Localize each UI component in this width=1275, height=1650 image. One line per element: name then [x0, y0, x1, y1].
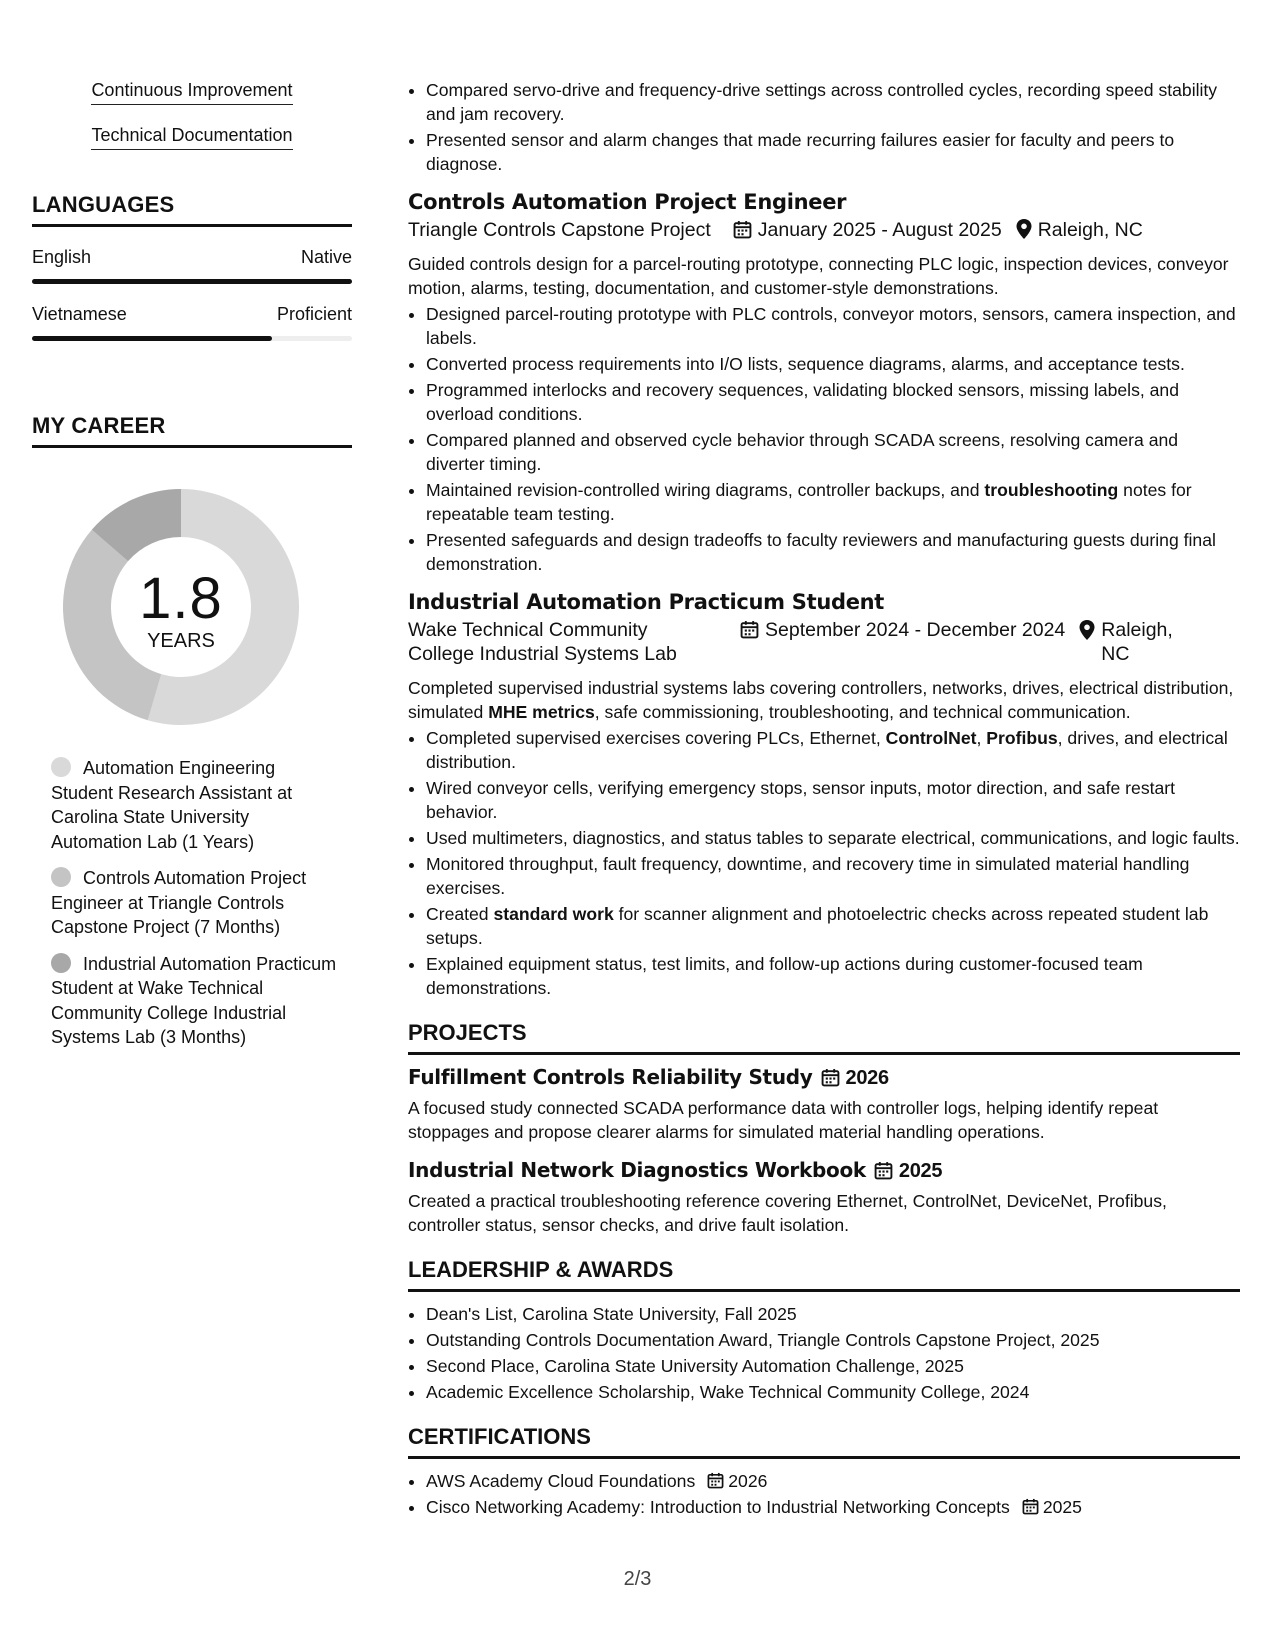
career-legend-item — [51, 866, 341, 940]
job-org: Wake Technical Community College Industrial Systems Lab — [408, 619, 677, 665]
legend-label: Industrial Automation Practicum Student at Wake Technical Community College Industrial Systems Lab (3 Months) — [51, 953, 337, 1047]
projects-heading: PROJECTS — [408, 1020, 1240, 1055]
certifications-heading: CERTIFICATIONS — [408, 1424, 1240, 1459]
certification-year: 2025 — [1042, 1497, 1082, 1517]
bullet-item: • Compared servo-drive and frequency-drive settings across controlled cycles, recording speed stability and jam recovery. — [426, 78, 1240, 126]
certifications-section — [408, 1424, 1240, 1519]
bullet-item: • Explained equipment status, test limits, and follow-up actions during customer-focused team demonstrations. — [426, 952, 1240, 1000]
bullet-item: • Maintained revision-controlled wiring diagrams, controller backups, and troubleshooting notes for repeatable team testing. — [426, 478, 1240, 526]
skill-item: Continuous Improvement — [91, 78, 292, 105]
job-location: Raleigh, NC — [1101, 619, 1173, 665]
skills-list — [32, 78, 352, 168]
career-legend — [32, 756, 341, 1050]
project-description: Created a practical troubleshooting reference covering Ethernet, ControlNet, DeviceNet, Profibus, controller status, sensor checks, and drive fault isolation. — [408, 1191, 1167, 1235]
legend-label: Controls Automation Project Engineer at Triangle Controls Capstone Project (7 Months) — [51, 868, 307, 937]
job-meta — [408, 218, 1240, 242]
language-name: Vietnamese — [32, 304, 127, 324]
career-section — [32, 413, 352, 1050]
calendar-icon — [874, 1161, 893, 1180]
calendar-icon — [740, 620, 759, 639]
left-column — [32, 78, 352, 1062]
language-name: English — [32, 247, 92, 267]
bullet-item: • Used multimeters, diagnostics, and status tables to separate electrical, communications, and logic faults. — [426, 826, 1240, 850]
project-item — [408, 1158, 1240, 1237]
career-unit: YEARS — [147, 630, 215, 652]
legend-dot — [51, 757, 71, 777]
bullet-item: • Converted process requirements into I/O lists, sequence diagrams, alarms, and acceptance tests. — [426, 352, 1240, 376]
job-bullets — [408, 726, 1240, 1000]
certification-year: 2026 — [728, 1471, 768, 1491]
job-location: Raleigh, NC — [1037, 219, 1143, 241]
career-legend-item — [51, 756, 341, 854]
job-summary: Guided controls design for a parcel-routing prototype, connecting PLC logic, inspection devices, conveyor motion, alarms, testing, documentation, and customer-style demonstrations. — [408, 254, 1229, 298]
career-legend-item — [51, 952, 341, 1050]
job-org: Triangle Controls Capstone Project — [408, 219, 711, 241]
award-item: • Dean's List, Carolina State University, Fall 2025 — [426, 1302, 1240, 1326]
job-summary: Completed supervised industrial systems labs covering controllers, networks, drives, electrical distribution, simulated MHE metrics, safe commissioning, troubleshooting, and technical communication. — [408, 678, 1234, 722]
language-level: Proficient — [276, 304, 352, 324]
job-dates: September 2024 - December 2024 — [765, 619, 1066, 641]
languages-heading: LANGUAGES — [32, 192, 352, 227]
language-level: Native — [300, 247, 352, 267]
legend-label: Automation Engineering Student Research Assistant at Carolina State University Automation Lab (1 Years) — [51, 758, 293, 852]
language-level-bar — [32, 279, 352, 284]
skill-item: Technical Documentation — [91, 123, 292, 150]
bullet-item: • Monitored throughput, fault frequency, downtime, and recovery time in simulated material handling exercises. — [426, 852, 1240, 900]
bullet-item: • Presented safeguards and design tradeoffs to faculty reviewers and manufacturing guests during final demonstration. — [426, 528, 1240, 576]
award-item: • Second Place, Carolina State University Automation Challenge, 2025 — [426, 1354, 1240, 1378]
awards-heading: LEADERSHIP & AWARDS — [408, 1257, 1240, 1292]
language-item — [32, 304, 352, 341]
calendar-icon — [821, 1068, 840, 1087]
project-item — [408, 1065, 1240, 1144]
projects-section — [408, 1020, 1240, 1237]
career-donut-chart — [56, 482, 306, 732]
job-title: Controls Automation Project Engineer — [408, 190, 847, 214]
job-entry — [408, 590, 1240, 1000]
awards-section — [408, 1257, 1240, 1404]
certifications-list — [408, 1469, 1240, 1519]
bullet-item: • Compared planned and observed cycle behavior through SCADA screens, resolving camera and diverter timing. — [426, 428, 1240, 476]
job-title: Industrial Automation Practicum Student — [408, 590, 885, 614]
certification-item — [426, 1469, 1240, 1493]
bullet-item: • Wired conveyor cells, verifying emergency stops, sensor inputs, motor direction, and safe restart behavior. — [426, 776, 1240, 824]
certification-name: Cisco Networking Academy: Introduction to Industrial Networking Concepts — [426, 1497, 1010, 1517]
awards-list — [408, 1302, 1240, 1404]
location-pin-icon — [1079, 620, 1095, 640]
career-heading: MY CAREER — [32, 413, 352, 448]
location-pin-icon — [1016, 219, 1032, 239]
calendar-icon — [733, 220, 752, 239]
award-item: • Academic Excellence Scholarship, Wake Technical Community College, 2024 — [426, 1380, 1240, 1404]
bullet-item: • Completed supervised exercises covering PLCs, Ethernet, ControlNet, Profibus, drives, and electrical distribution. — [426, 726, 1240, 774]
project-year: 2025 — [898, 1160, 943, 1182]
language-level-fill — [32, 279, 352, 284]
legend-dot — [51, 867, 71, 887]
bullet-item: • Designed parcel-routing prototype with PLC controls, conveyor motors, sensors, camera inspection, and labels. — [426, 302, 1240, 350]
calendar-icon — [1022, 1498, 1039, 1515]
bullet-item: • Programmed interlocks and recovery sequences, validating blocked sensors, missing labels, and overload conditions. — [426, 378, 1240, 426]
certification-item — [426, 1495, 1240, 1519]
job-dates: January 2025 - August 2025 — [757, 219, 1002, 241]
right-column — [408, 78, 1240, 1521]
bullet-item: • Created standard work for scanner alignment and photoelectric checks across repeated student lab setups. — [426, 902, 1240, 950]
certification-name: AWS Academy Cloud Foundations — [426, 1471, 696, 1491]
job-bullets — [408, 302, 1240, 576]
project-description: A focused study connected SCADA performance data with controller logs, helping identify repeat stoppages and propose clearer alarms for simulated material handling operations. — [408, 1098, 1159, 1142]
languages-section — [32, 192, 352, 341]
language-item — [32, 247, 352, 284]
project-year: 2026 — [845, 1067, 889, 1089]
job-entry — [408, 190, 1240, 576]
job-meta — [408, 618, 1240, 666]
award-item: • Outstanding Controls Documentation Award, Triangle Controls Capstone Project, 2025 — [426, 1328, 1240, 1352]
page-number: 2/3 — [623, 1568, 652, 1590]
career-total: 1.8 — [139, 566, 223, 631]
legend-dot — [51, 953, 71, 973]
calendar-icon — [707, 1472, 724, 1489]
bullet-item: • Presented sensor and alarm changes that made recurring failures easier for faculty and peers to diagnose. — [426, 128, 1240, 176]
language-level-fill — [32, 336, 272, 341]
previous-job-bullets — [408, 78, 1240, 176]
project-title: Industrial Network Diagnostics Workbook — [408, 1158, 866, 1182]
language-level-bar — [32, 336, 352, 341]
project-title: Fulfillment Controls Reliability Study — [408, 1065, 813, 1089]
